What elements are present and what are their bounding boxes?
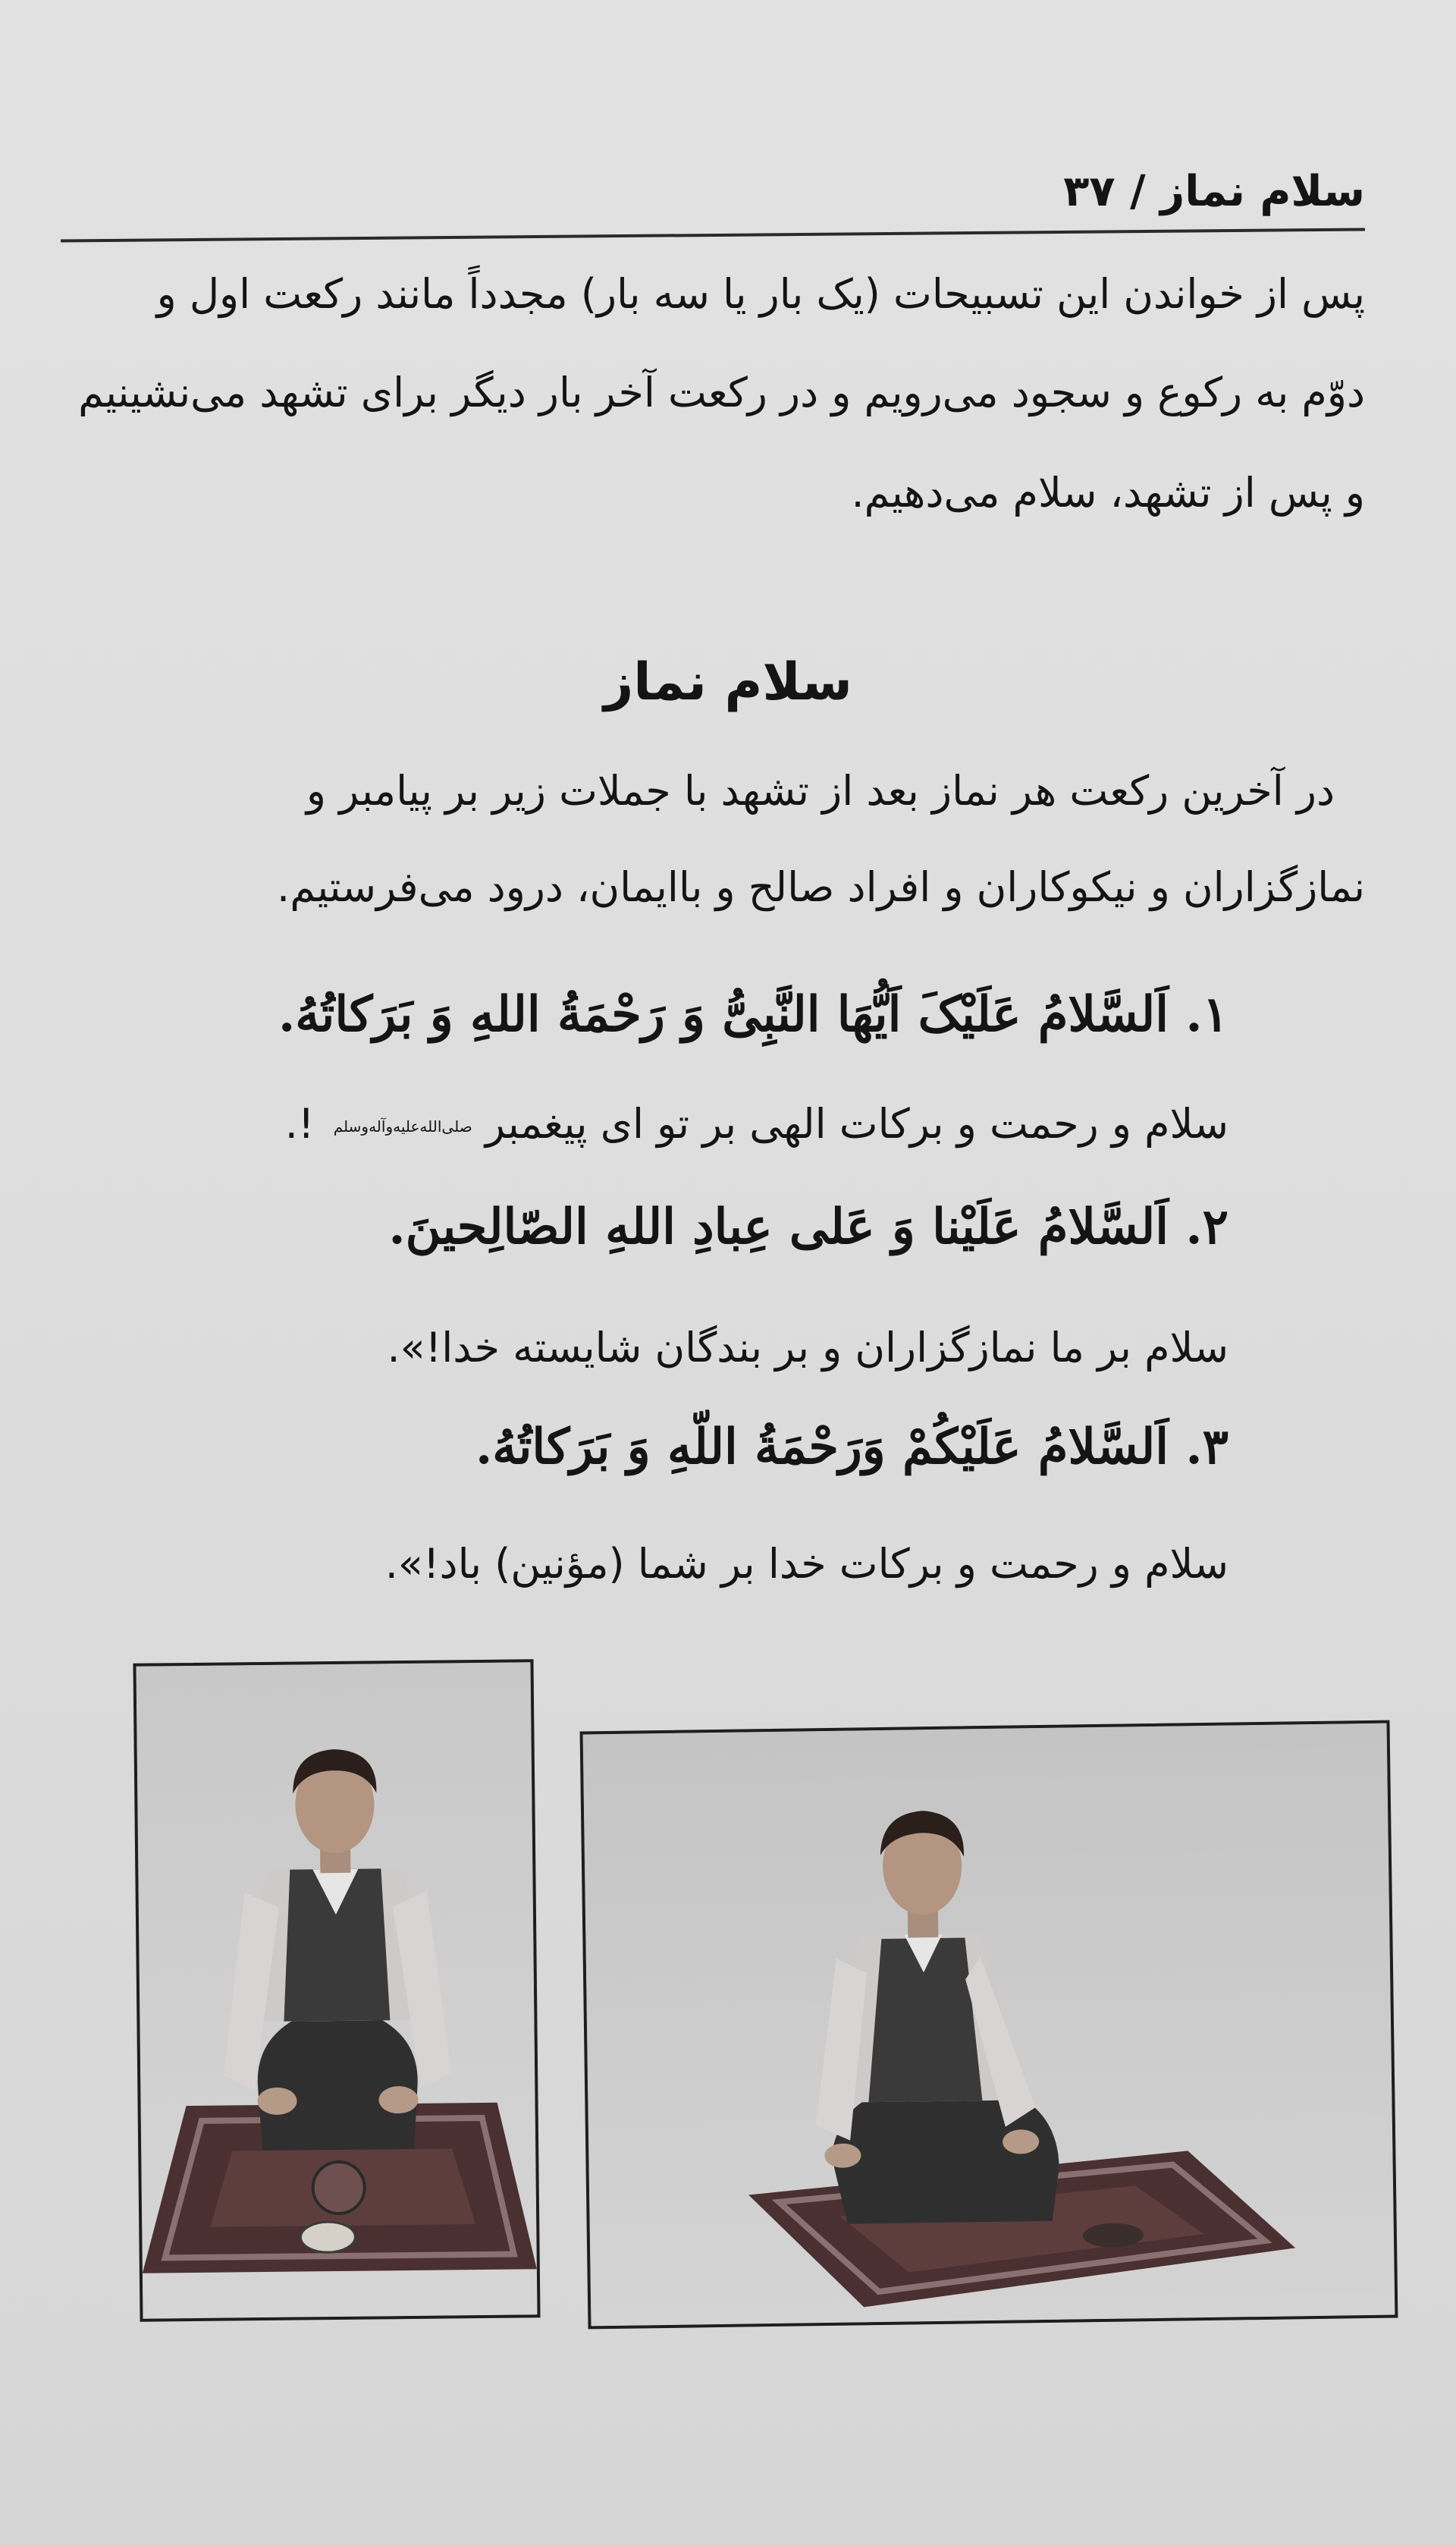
salam-1-arabic: ۱. اَلسَّلامُ عَلَیْکَ اَیُّهَا النَّبِیُّ وَ رَحْمَةُ اللهِ وَ بَرَکاتُهُ. bbox=[278, 986, 1228, 1043]
running-title: سلام نماز / ۳۷ bbox=[1063, 167, 1365, 216]
section-body-line-2: نمازگزاران و نیکوکاران و افراد صالح و باایمان، درود می‌فرستیم. bbox=[277, 863, 1365, 911]
salam-1-translation bbox=[285, 1100, 1228, 1148]
salam-3-arabic: ۳. اَلسَّلامُ عَلَیْکُمْ وَرَحْمَةُ اللّهِ وَ بَرَکاتُهُ. bbox=[475, 1419, 1228, 1475]
salam-2-arabic: ۲. اَلسَّلامُ عَلَیْنا وَ عَلی عِبادِ اللهِ الصّالِحینَ. bbox=[388, 1199, 1228, 1255]
section-body-line-1: در آخرین رکعت هر نماز بعد از تشهد با جملات زیر بر پیامبر و bbox=[306, 767, 1335, 815]
salam-1-translation-end: !. bbox=[284, 1100, 315, 1148]
kneeling-boy-side-image bbox=[583, 1723, 1395, 2327]
salam-2-translation: سلام بر ما نمازگزاران و بر بندگان شایسته خدا!». bbox=[387, 1324, 1228, 1371]
page-header bbox=[61, 167, 1365, 228]
photo-salam-front bbox=[133, 1659, 540, 2321]
honorific-mark: صلی‌الله‌علیه‌وآله‌وسلم bbox=[333, 1117, 472, 1136]
photo-salam-side bbox=[580, 1720, 1398, 2330]
header-rule bbox=[61, 228, 1365, 242]
intro-line-3: و پس از تشهد، سلام می‌دهیم. bbox=[851, 469, 1365, 517]
intro-line-1: پس از خواندن این تسبیحات (یک بار یا سه بار) مجدداً مانند رکعت اول و bbox=[156, 270, 1365, 318]
section-heading bbox=[0, 652, 1456, 712]
salam-1-translation-text: سلام و رحمت و برکات الهی بر تو ای پیغمبر bbox=[485, 1100, 1228, 1148]
kneeling-boy-front-image bbox=[136, 1662, 538, 2318]
section-heading-text: سلام نماز bbox=[604, 652, 852, 712]
salam-3-translation: سلام و رحمت و برکات خدا بر شما (مؤنین) باد!». bbox=[384, 1540, 1228, 1588]
intro-line-2: دوّم به رکوع و سجود می‌رویم و در رکعت آخر بار دیگر برای تشهد می‌نشینیم bbox=[78, 369, 1365, 416]
